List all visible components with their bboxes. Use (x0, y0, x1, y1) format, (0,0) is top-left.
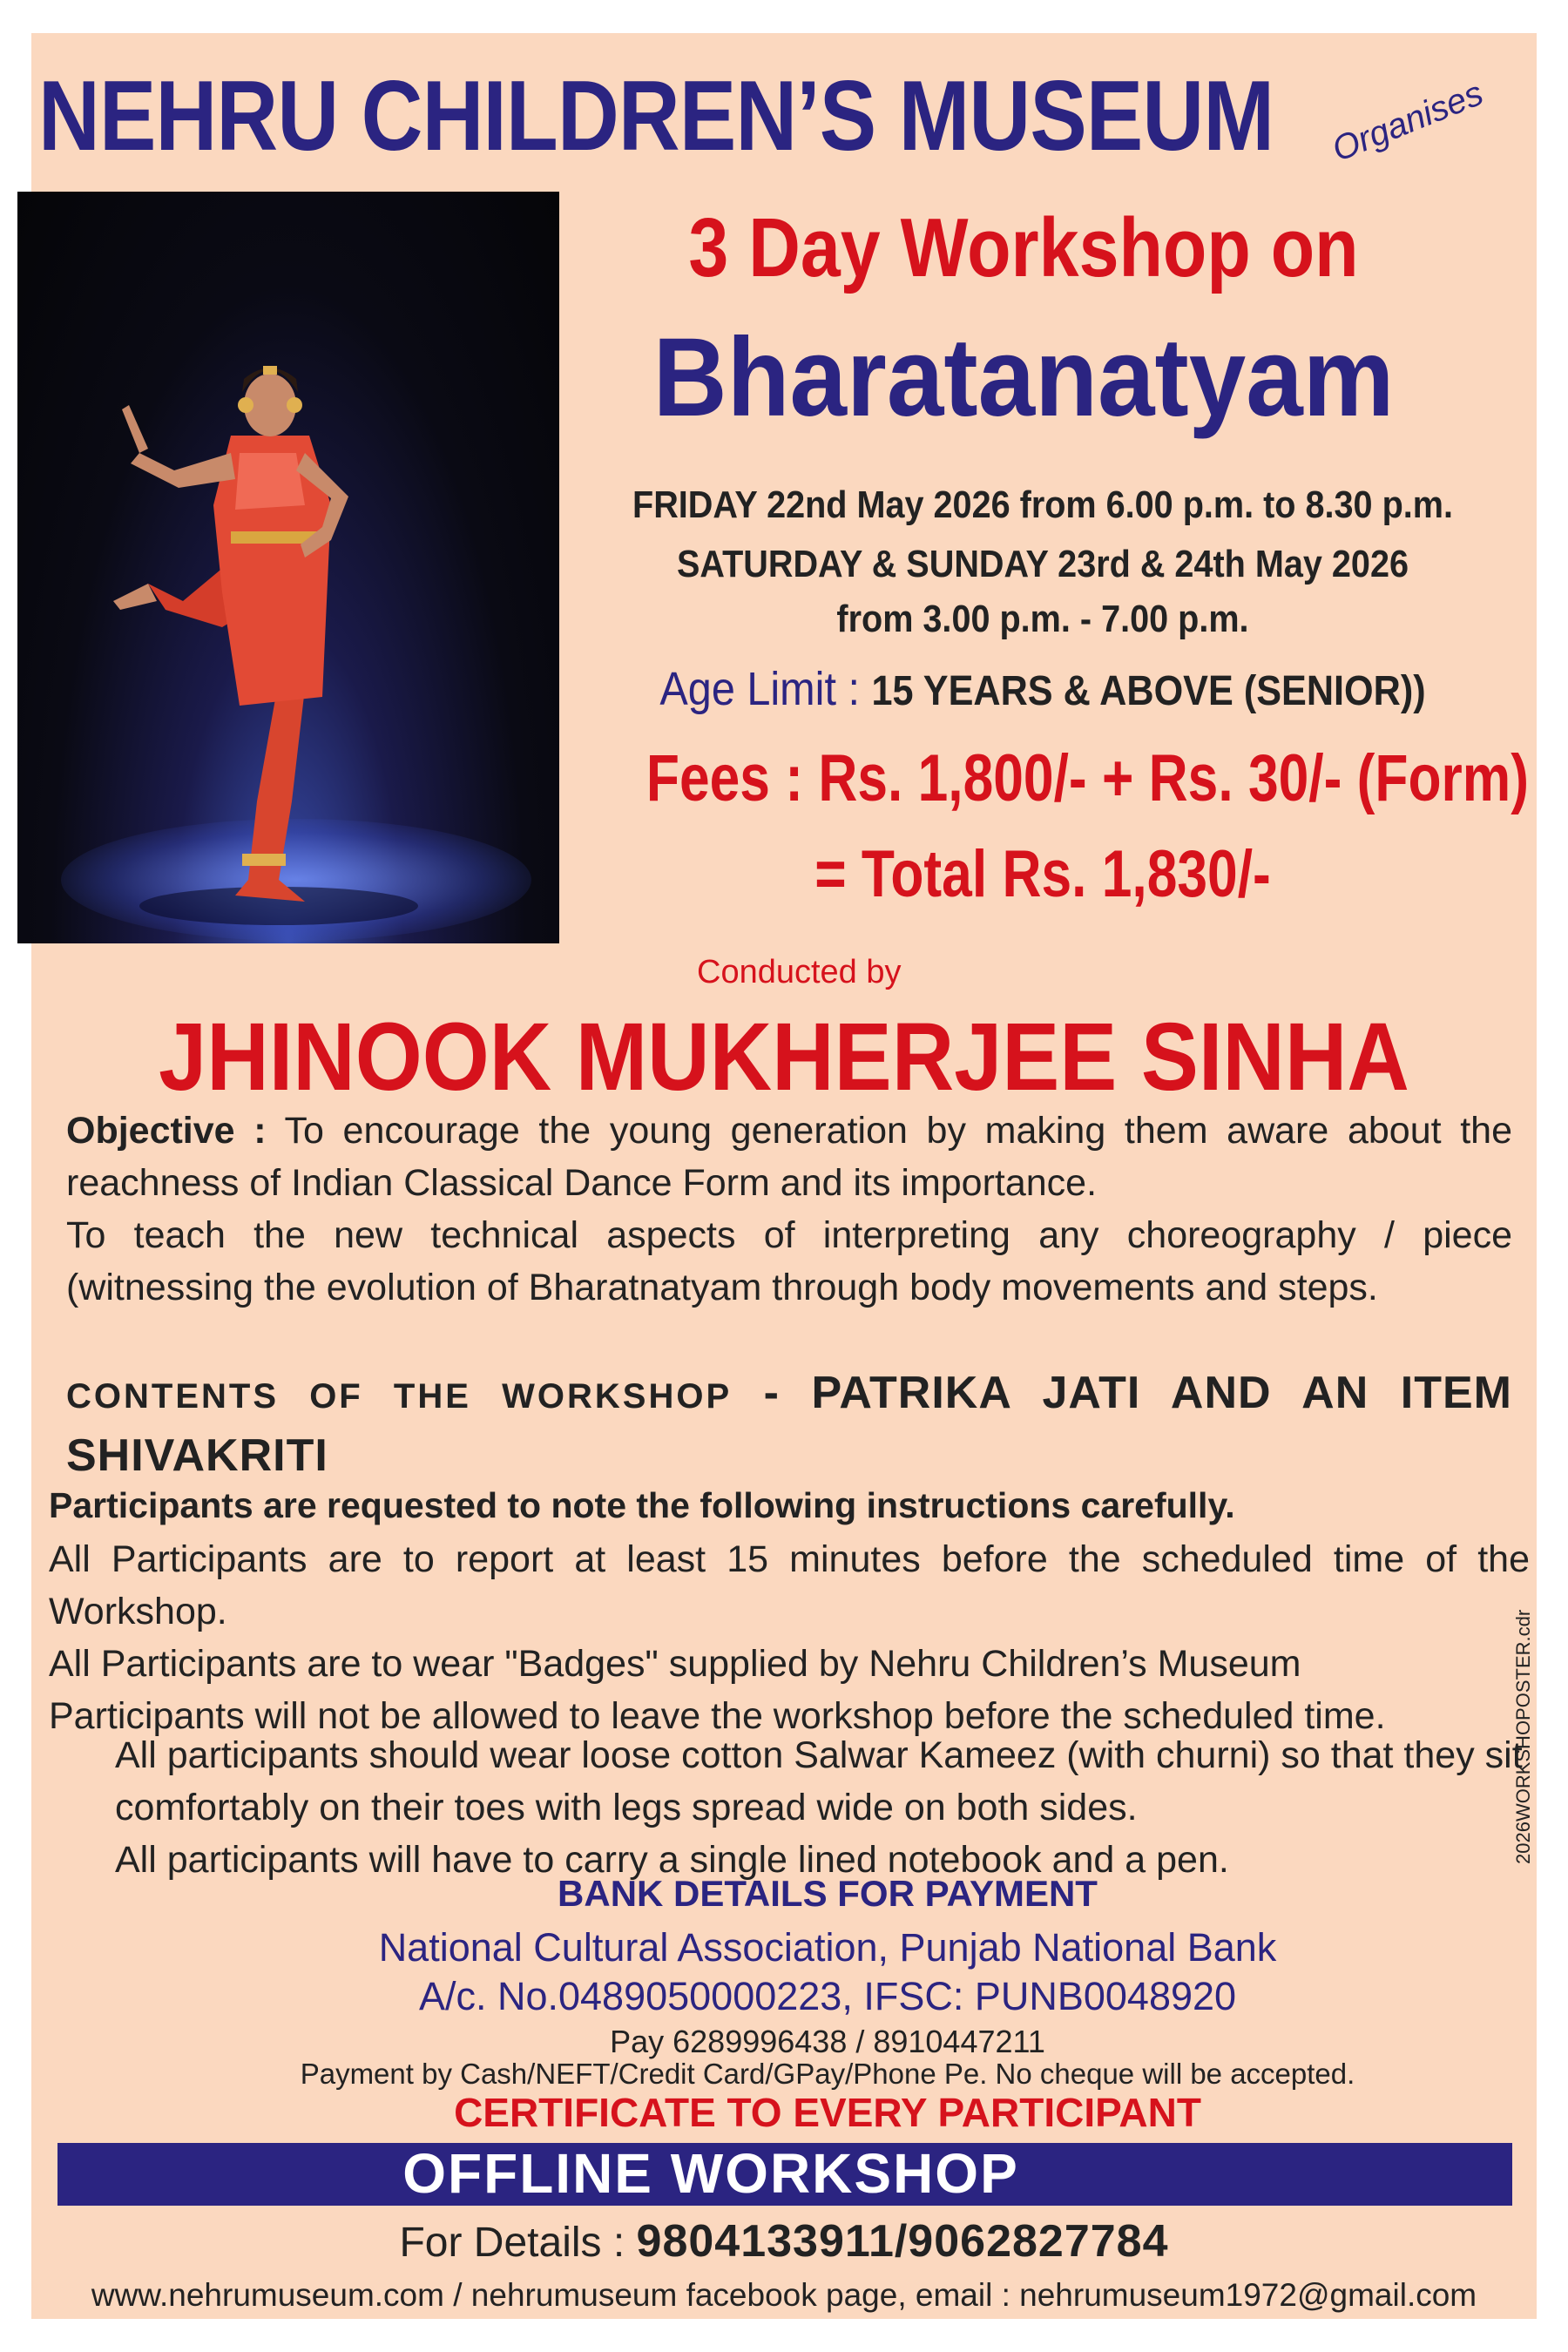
age-limit (608, 662, 1478, 716)
workshop-subject: Bharatanatyam (652, 315, 1395, 440)
instructor-name: JHINOOK MUKHERJEE SINHA (159, 1004, 1409, 1111)
instruction-item: All participants should wear loose cotton Salwar Kameez (with churni) so that they sit comfortably on their toes with legs spread wide on both sides. (115, 1734, 1523, 1828)
objective-text: To encourage the young generation by making them aware about the reachness of Indian Classical Dance Form and its importance. (66, 1110, 1512, 1204)
instruction-item: All Participants are to report at least 15 minutes before the scheduled time of the Workshop. (49, 1538, 1530, 1632)
conducted-by-label: Conducted by (697, 954, 902, 990)
contents-value: - PATRIKA JATI AND AN ITEM SHIVAKRITI (66, 1368, 1512, 1481)
contact-details (174, 2215, 1394, 2268)
dancer-photo (17, 192, 559, 943)
organises-label: Organises (1327, 73, 1489, 170)
objective-label: Objective : (66, 1110, 267, 1152)
instructions-list (49, 1533, 1530, 1742)
file-name-label: 2026WORKSHOPOSTER.cdr (1512, 1609, 1534, 1864)
schedule-friday: FRIDAY 22nd May 2026 from 6.00 p.m. to 8.30 p.m. (632, 483, 1453, 526)
workshop-contents (66, 1363, 1512, 1488)
instructions-heading: Participants are requested to note the following instructions carefully. (49, 1485, 1235, 1525)
schedule-weekend: SATURDAY & SUNDAY 23rd & 24th May 2026 (676, 543, 1409, 585)
instruction-item: All participants will have to carry a single lined notebook and a pen. (115, 1839, 1229, 1881)
age-limit-label: Age Limit : (659, 663, 872, 715)
bank-account: A/c. No.0489050000223, IFSC: PUNB0048920 (418, 1974, 1237, 2018)
footer-contact: www.nehrumuseum.com / nehrumuseum facebook page, email : nehrumuseum1972@gmail.com (91, 2277, 1477, 2313)
dancer-figure (17, 192, 559, 943)
objective-section (66, 1105, 1512, 1314)
fees-total: = Total Rs. 1,830/- (814, 837, 1271, 911)
pay-numbers: Pay 6289996438 / 8910447211 (610, 2024, 1045, 2059)
schedule-weekend-time: from 3.00 p.m. - 7.00 p.m. (836, 598, 1249, 640)
instructions-list-indented (115, 1729, 1526, 1886)
instruction-item: Participants will not be allowed to leave the workshop before the scheduled time. (49, 1695, 1386, 1737)
contact-label: For Details : (399, 2220, 637, 2266)
contents-label: CONTENTS OF THE WORKSHOP (66, 1377, 733, 1416)
museum-title: NEHRU CHILDREN’S MUSEUM (38, 61, 1274, 172)
objective-text-2: To teach the new technical aspects of interpreting any choreography / piece (witnessing the evolution of Bharatnatyam through body movements and steps. (66, 1214, 1512, 1308)
offline-workshop-label: OFFLINE WORKSHOP (402, 2142, 1019, 2205)
fees-line: Fees : Rs. 1,800/- + Rs. 30/- (Form) (645, 741, 1529, 815)
contact-phones: 9804133911/9062827784 (636, 2216, 1169, 2267)
bank-name: National Cultural Association, Punjab National Bank (378, 1925, 1277, 1970)
age-limit-value: 15 YEARS & ABOVE (SENIOR)) (871, 668, 1426, 714)
payment-modes: Payment by Cash/NEFT/Credit Card/GPay/Phone Pe. No cheque will be accepted. (300, 2058, 1355, 2090)
instruction-item: All Participants are to wear "Badges" supplied by Nehru Children’s Museum (49, 1643, 1301, 1685)
certificate-note: CERTIFICATE TO EVERY PARTICIPANT (454, 2090, 1201, 2135)
bank-details-heading: BANK DETAILS FOR PAYMENT (558, 1873, 1098, 1914)
workshop-subtitle: 3 Day Workshop on (688, 201, 1359, 294)
